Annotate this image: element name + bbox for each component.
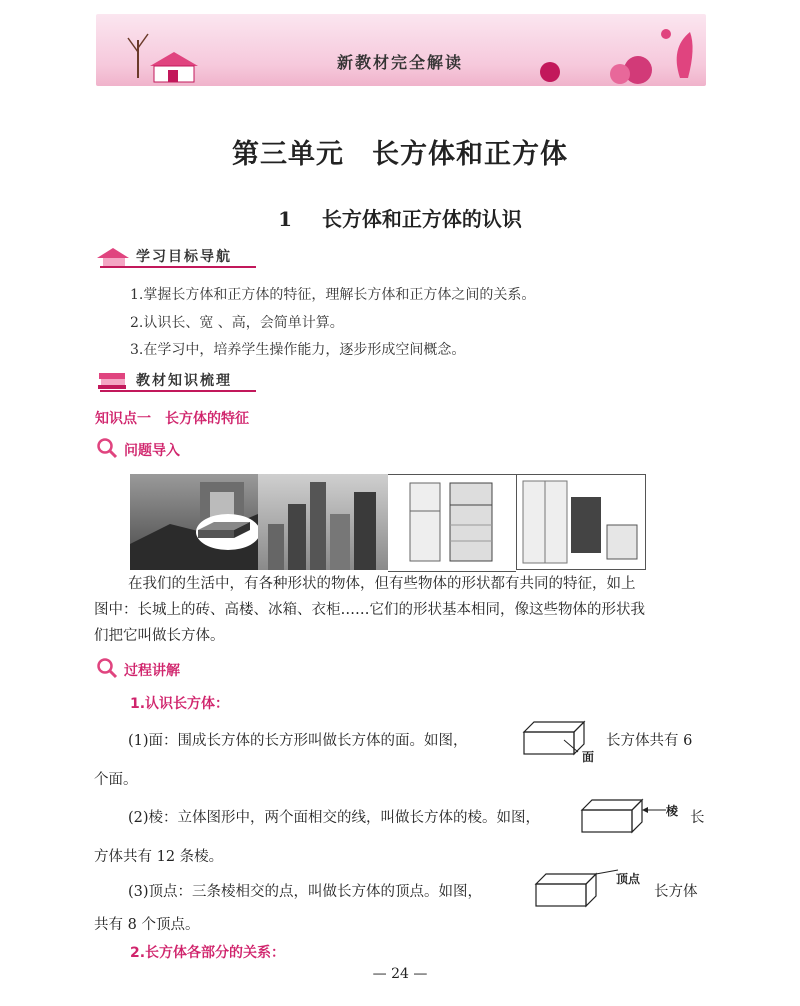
unit-title: 第三单元 长方体和正方体	[232, 139, 568, 170]
vertex-line2: 共有 8 个顶点。	[94, 917, 200, 933]
lesson-title	[0, 203, 800, 232]
sub1-title: 1.认识长方体：	[130, 696, 230, 712]
goals-icon	[95, 244, 131, 268]
vertex-tail: 长方体	[654, 884, 698, 900]
photo-wardrobe	[516, 474, 646, 570]
edge-text: (2)棱：立体图形中，两个面相交的线，叫做长方体的棱。如图，	[128, 810, 541, 826]
face-line2: 个面。	[94, 772, 138, 788]
sub2-title: 2.长方体各部分的关系：	[130, 945, 286, 961]
question-intro-label: 问题导入	[124, 443, 180, 459]
magnifier-icon	[96, 657, 118, 679]
goals-underline	[100, 266, 256, 268]
lesson-name: 长方体和正方体的认识	[321, 207, 522, 231]
face-tail: 长方体共有 6	[606, 733, 693, 749]
lesson-number: 1	[278, 207, 292, 231]
photo-buildings	[258, 474, 388, 570]
edge-line2: 方体共有 12 条棱。	[94, 849, 224, 865]
header-title: 新教材完全解读	[336, 53, 463, 72]
knowledge-underline	[100, 390, 256, 392]
knowledge-heading: 教材知识梳理	[136, 373, 232, 389]
goal-item-3: 3.在学习中，培养学生操作能力，逐步形成空间概念。	[130, 342, 466, 358]
goal-item-1: 1.掌握长方体和正方体的特征，理解长方体和正方体之间的关系。	[130, 287, 536, 303]
cuboid-face-figure	[520, 718, 586, 758]
process-label: 过程讲解	[124, 663, 180, 679]
face-label: 面	[582, 750, 595, 764]
books-icon	[95, 367, 131, 391]
intro-line-3: 们把它叫做长方体。	[94, 628, 225, 644]
vertex-label: 顶点	[616, 872, 641, 886]
goal-item-2: 2.认识长、宽 、高，会简单计算。	[130, 315, 344, 331]
point1-title: 知识点一 长方体的特征	[95, 411, 249, 427]
intro-line-2: 图中：长城上的砖、高楼、冰箱、衣柜……它们的形状基本相同，像这些物体的形状我	[94, 602, 645, 618]
photo-great-wall	[130, 474, 258, 570]
intro-line-1: 在我们的生活中，有各种形状的物体，但有些物体的形状都有共同的特征，如上	[128, 576, 636, 592]
vertex-text: (3)顶点：三条棱相交的点，叫做长方体的顶点。如图，	[128, 884, 483, 900]
edge-tail: 长	[690, 810, 705, 826]
goals-heading: 学习目标导航	[136, 249, 232, 265]
edge-label: 棱	[666, 804, 679, 818]
magnifier-icon	[96, 437, 118, 459]
photo-refrigerators	[388, 474, 516, 572]
cuboid-edge-figure	[578, 796, 668, 836]
cuboid-vertex-figure	[532, 868, 622, 910]
face-text: (1)面：围成长方体的长方形叫做长方体的面。如图，	[128, 733, 468, 749]
page-number: — 24 —	[372, 966, 428, 982]
